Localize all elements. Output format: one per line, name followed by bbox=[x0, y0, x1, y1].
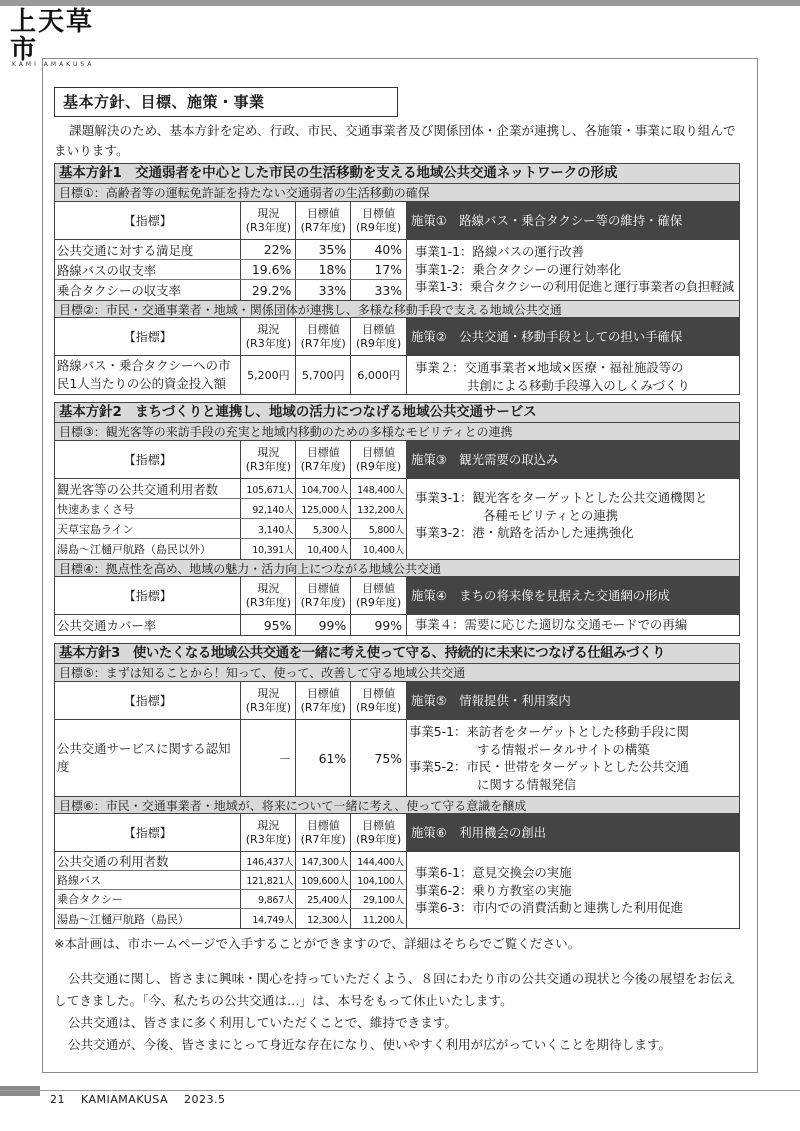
table-row: 路線バスの収支率 19.6% 18% 17% bbox=[55, 260, 406, 280]
indicator-header: 【指標】 現況 (R3年度) 目標値 (R7年度) 目標値 (R9年度) bbox=[55, 682, 406, 720]
table-row: 公共交通サービスに関する認知度 － 61% 75% bbox=[55, 720, 406, 796]
current-header: 現況 (R3年度) bbox=[241, 202, 296, 239]
policy-1-title: 基本方針1 交通弱者を中心とした市民の生活移動を支える地域公共交通ネットワークの形成 bbox=[55, 164, 739, 184]
table-row: 湯島～江樋戸航路（島民以外） 10,391人 10,400人 10,400人 bbox=[55, 539, 406, 559]
goal-5-block bbox=[55, 682, 739, 796]
goal-1-block bbox=[55, 202, 739, 300]
goal-2-block bbox=[55, 318, 739, 394]
measure-5-label: 施策⑤ 情報提供・利用案内 bbox=[407, 682, 739, 720]
city-logo bbox=[10, 7, 120, 68]
goal-2-title: 目標②：市民・交通事業者・地域・関係団体が連携し、多様な移動手段で支える地域公共交通 bbox=[55, 300, 739, 318]
magazine-name: KAMIAMAKUSA bbox=[81, 1093, 169, 1106]
indicator-header: 【指標】 現況 (R3年度) 目標値 (R7年度) 目標値 (R9年度) bbox=[55, 318, 406, 356]
goal-3-block bbox=[55, 441, 739, 559]
policy-3-table bbox=[54, 643, 740, 929]
logo-subtext: KAMI AMAKUSA bbox=[12, 61, 95, 68]
indicator-label: 【指標】 bbox=[55, 202, 241, 239]
target-r9-header: 目標値 (R9年度) bbox=[355, 206, 402, 234]
goal-4-title: 目標④：拠点性を高め、地域の魅力・活力向上につながる地域公共交通 bbox=[55, 559, 739, 577]
page-footer bbox=[50, 1093, 238, 1106]
indicator-header bbox=[55, 202, 406, 240]
indicator-header: 【指標】 現況 (R3年度) 目標値 (R7年度) 目標値 (R9年度) bbox=[55, 577, 406, 615]
issue-date: 2023.5 bbox=[184, 1093, 226, 1106]
section-heading: 基本方針、目標、施策・事業 bbox=[54, 87, 398, 117]
measure-3-label: 施策③ 観光需要の取込み bbox=[407, 441, 739, 479]
table-row: 湯島～江樋戸航路（島民） 14,749人 12,300人 11,200人 bbox=[55, 909, 406, 928]
closing-text: 公共交通に関し、皆さまに興味・関心を持っていただくよう、８回にわたり市の公共交通の現状と今後の展望をお伝えしてきました。「今、私たちの公共交通は…」は、本号をもって休止いたします。 公共交通は、皆さまに多く利用していただくことで、維持できます。 公共交通が、今後、皆さまにとって身近な存在になり、使いやすく利用が広がっていくことを期待します。 bbox=[54, 971, 736, 1052]
measure-4-projects: 事業４：需要に応じた適切な交通モードでの再編 bbox=[415, 617, 688, 632]
goal-3-title: 目標③：観光客等の来訪手段の充実と地域内移動のための多様なモビリティとの連携 bbox=[55, 423, 739, 441]
measure-4-label: 施策④ まちの将来像を見据えた交通網の形成 bbox=[407, 577, 739, 615]
target-r7-header: 目標値 (R7年度) bbox=[296, 202, 351, 239]
table-row: 乗合タクシー 9,867人 25,400人 29,100人 bbox=[55, 890, 406, 909]
footnote: ※本計画は、市ホームページで入手することができますので、詳細はそちらでご覧ください。 bbox=[54, 936, 581, 951]
goal-4-block bbox=[55, 577, 739, 635]
table-row: 公共交通に対する満足度 22% 35% 40% bbox=[55, 240, 406, 260]
measure-2-projects: 事業２：交通事業者×地域×医療・福祉施設等の 共創による移動手段導入のしくみづくり bbox=[415, 360, 690, 393]
policy-1-table bbox=[54, 163, 740, 395]
logo-text: 上天草市 bbox=[10, 7, 95, 65]
table-row: 乗合タクシーの収支率 29.2% 33% 33% bbox=[55, 280, 406, 300]
measure-6-projects: 事業6-1：意見交換会の実施 事業6-2：乗り方教室の実施 事業6-3：市内での消費活動と連携した利用促進 bbox=[415, 865, 684, 915]
goal-6-title: 目標⑥：市民・交通事業者・地域が、将来について一緒に考え、使って守る意識を醸成 bbox=[55, 796, 739, 814]
measure-1-projects: 事業1-1：路線バスの運行改善 事業1-2：乗合タクシーの運行効率化 事業1-3：乗合タクシーの利用促進と運行事業者の負担軽減 bbox=[415, 244, 734, 294]
policy-2-table bbox=[54, 402, 740, 636]
intro-text: 課題解決のため、基本方針を定め、行政、市民、交通事業者及び関係団体・企業が連携し、各施策・事業に取り組んでまいります。 bbox=[54, 123, 736, 158]
indicator-header: 【指標】 現況 (R3年度) 目標値 (R7年度) 目標値 (R9年度) bbox=[55, 441, 406, 479]
table-row: 公共交通の利用者数 146,437人 147,300人 144,400人 bbox=[55, 852, 406, 871]
footer-tab bbox=[0, 1086, 40, 1096]
table-row: 快速あまくさ号 92,140人 125,000人 132,200人 bbox=[55, 499, 406, 519]
page-number: 21 bbox=[50, 1093, 65, 1106]
indicator-header: 【指標】 現況 (R3年度) 目標値 (R7年度) 目標値 (R9年度) bbox=[55, 814, 406, 852]
measure-3-projects: 事業3-1：観光客をターゲットとした公共交通機関と 各種モビリティとの連携 事業3-2：港・航路を活かした連携強化 bbox=[415, 490, 708, 540]
policy-3-title: 基本方針3 使いたくなる地域公共交通を一緒に考え使って守る、持続的に未来につなげる仕組みづくり bbox=[55, 644, 739, 664]
measure-6-label: 施策⑥ 利用機会の創出 bbox=[407, 814, 739, 852]
table-row: 路線バス 121,821人 109,600人 104,100人 bbox=[55, 871, 406, 890]
table-row: 公共交通カバー率 95% 99% 99% bbox=[55, 615, 406, 635]
goal-6-block bbox=[55, 814, 739, 928]
top-bar bbox=[0, 0, 800, 6]
table-row: 路線バス・乗合タクシーへの市民1人当たりの公的資金投入額 5,200円 5,700円 6,000円 bbox=[55, 356, 406, 394]
table-row: 天草宝島ライン 3,140人 5,300人 5,800人 bbox=[55, 519, 406, 539]
bottom-bar bbox=[0, 1090, 800, 1091]
goal-1-title: 目標①：高齢者等の運転免許証を持たない交通弱者の生活移動の確保 bbox=[55, 184, 739, 202]
measure-5-projects: 事業5-1：来訪者をターゲットとした移動手段に関 する情報ポータルサイトの構築 事業5-2：市民・世帯をターゲットとした公共交通 に関する情報発信 bbox=[409, 724, 689, 792]
measure-2-label: 施策② 公共交通・移動手段としての担い手確保 bbox=[407, 318, 739, 356]
policy-2-title: 基本方針2 まちづくりと連携し、地域の活力につなげる地域公共交通サービス bbox=[55, 403, 739, 423]
measure-1-label: 施策① 路線バス・乗合タクシー等の維持・確保 bbox=[407, 202, 739, 240]
table-row: 観光客等の公共交通利用者数 105,671人 104,700人 148,400人 bbox=[55, 479, 406, 499]
goal-5-title: 目標⑤：まずは知ることから！知って、使って、改善して守る地域公共交通 bbox=[55, 664, 739, 682]
